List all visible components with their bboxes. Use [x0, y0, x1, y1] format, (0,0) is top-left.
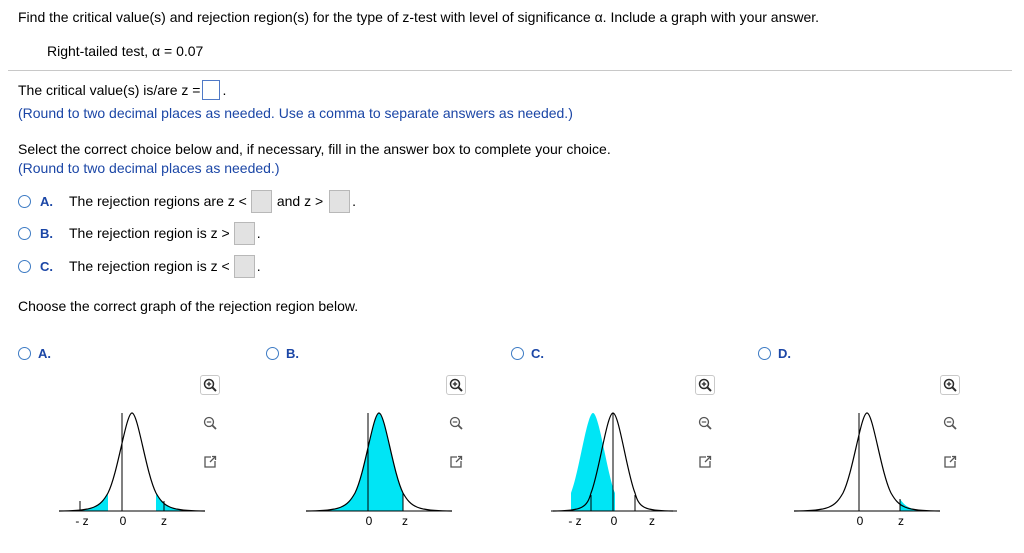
graph-option-a[interactable] — [18, 345, 248, 535]
choice-c-input[interactable] — [234, 255, 255, 278]
graph-d-letter: D. — [778, 346, 791, 361]
graph-option-b[interactable] — [266, 345, 496, 535]
graph-option-d[interactable] — [758, 345, 988, 535]
critical-value-input[interactable] — [202, 80, 220, 100]
choice-b-radio[interactable] — [18, 227, 31, 240]
choice-a-text2: and z > — [276, 192, 324, 209]
axis-label-z: z — [402, 514, 408, 528]
choice-c-text: The rejection region is z < — [69, 257, 230, 274]
choice-b[interactable] — [18, 221, 261, 245]
critical-value-period: . — [222, 81, 227, 98]
normal-curve-d — [758, 345, 988, 535]
critical-value-label: The critical value(s) is/are z = — [18, 81, 201, 98]
axis-label-z: z — [161, 514, 167, 528]
choice-b-input[interactable] — [234, 222, 255, 245]
choice-c-radio[interactable] — [18, 260, 31, 273]
graph-instruction: Choose the correct graph of the rejection region below. — [18, 298, 359, 314]
axis-label-zero: 0 — [119, 514, 127, 528]
normal-curve-b — [266, 345, 496, 535]
choice-a[interactable] — [18, 189, 356, 213]
choice-a-upper-input[interactable] — [329, 190, 350, 213]
choice-a-letter: A. — [40, 193, 53, 209]
question-prompt: Find the critical value(s) and rejection region(s) for the type of z-test with level of significance α. Include a graph with your answer. — [18, 9, 820, 25]
normal-curve-c — [511, 345, 741, 535]
critical-value-row — [18, 80, 226, 100]
axis-label-zero: 0 — [365, 514, 373, 528]
choice-b-end: . — [256, 224, 261, 241]
choice-c[interactable] — [18, 254, 261, 278]
choice-hint: (Round to two decimal places as needed.) — [18, 160, 280, 176]
choice-a-end: . — [352, 192, 357, 209]
choice-instruction: Select the correct choice below and, if necessary, fill in the answer box to complete your choice. — [18, 141, 611, 157]
graph-c-letter: C. — [531, 346, 544, 361]
graph-option-c[interactable] — [511, 345, 741, 535]
axis-label-neg-z: - z — [75, 514, 89, 528]
graph-b-letter: B. — [286, 346, 299, 361]
graph-a-letter: A. — [38, 346, 51, 361]
choice-a-text: The rejection regions are z < — [69, 192, 247, 209]
axis-label-z: z — [649, 514, 655, 528]
shaded-left-region — [306, 413, 403, 511]
choice-a-lower-input[interactable] — [251, 190, 272, 213]
choice-c-letter: C. — [40, 258, 53, 274]
choice-c-end: . — [256, 257, 261, 274]
test-condition: Right-tailed test, α = 0.07 — [47, 43, 204, 59]
axis-label-zero: 0 — [610, 514, 618, 528]
shaded-right-tail — [900, 499, 938, 511]
density-curve — [59, 413, 205, 511]
axis-label-neg-z: - z — [568, 514, 582, 528]
choice-b-text: The rejection region is z > — [69, 224, 230, 241]
divider — [8, 70, 1012, 71]
choice-b-letter: B. — [40, 225, 53, 241]
critical-value-hint: (Round to two decimal places as needed. Use a comma to separate answers as needed.) — [18, 105, 573, 121]
shaded-middle-region — [571, 413, 615, 511]
axis-label-z: z — [898, 514, 904, 528]
normal-curve-a — [18, 345, 248, 535]
axis-label-zero: 0 — [856, 514, 864, 528]
choice-a-radio[interactable] — [18, 195, 31, 208]
density-curve — [794, 413, 940, 511]
